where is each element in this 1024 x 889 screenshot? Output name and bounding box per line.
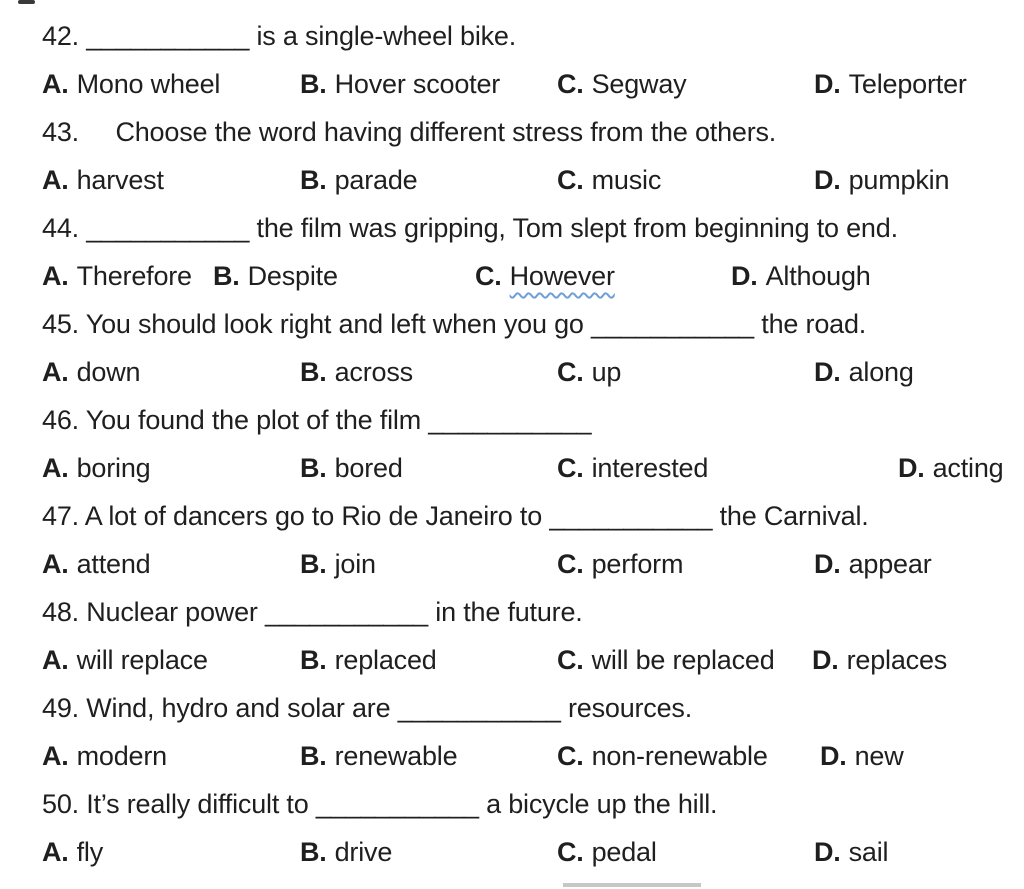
option-a: A. will replace: [42, 645, 208, 675]
option-d: D. new: [820, 741, 904, 771]
option-b: B. replaced: [300, 645, 437, 675]
question-text: 42. ___________ is a single-wheel bike.: [42, 21, 517, 51]
option-a: A. fly: [42, 837, 104, 867]
option-d: D. replaces: [812, 645, 948, 675]
question-text: 48. Nuclear power ___________ in the future.: [42, 597, 583, 627]
option-a: A. attend: [42, 549, 151, 579]
option-b: B. bored: [300, 453, 403, 483]
option-c: C. non-renewable: [557, 741, 768, 771]
option-b: B. across: [300, 357, 413, 387]
option-a: A. harvest: [42, 165, 164, 195]
option-d: D. Although: [731, 261, 871, 291]
option-d: D. appear: [814, 549, 932, 579]
spellcheck-wavy-underline: However: [509, 261, 615, 291]
question-44: [0, 204, 1024, 300]
options-row: [0, 636, 1024, 684]
option-d: D. pumpkin: [814, 165, 950, 195]
option-c: C. will be replaced: [557, 645, 775, 675]
option-c: C. up: [557, 357, 622, 387]
options-row: [0, 828, 1024, 876]
question-43: [0, 108, 1024, 204]
question-42: [0, 12, 1024, 108]
option-d: D. Teleporter: [814, 69, 967, 99]
option-c: C. interested: [557, 453, 709, 483]
question-text: 49. Wind, hydro and solar are ___________ resources.: [42, 693, 693, 723]
option-a: A. boring: [42, 453, 151, 483]
option-c: C. Segway: [557, 69, 687, 99]
option-d: D. along: [814, 357, 914, 387]
option-c: C. perform: [557, 549, 684, 579]
question-text: 43. Choose the word having different stress from the others.: [42, 117, 777, 147]
option-b: B. Despite: [213, 261, 338, 291]
options-row: [0, 252, 1024, 300]
options-row: [0, 60, 1024, 108]
option-c: C. music: [557, 165, 662, 195]
question-text: 47. A lot of dancers go to Rio de Janeiro to ___________ the Carnival.: [42, 501, 869, 531]
question-49: [0, 684, 1024, 780]
option-d: D. sail: [814, 837, 889, 867]
question-text: 50. It’s really difficult to ___________ a bicycle up the hill.: [42, 789, 718, 819]
question-text: 46. You found the plot of the film ___________: [42, 405, 592, 435]
question-text: 44. ___________ the film was gripping, Tom slept from beginning to end.: [42, 213, 898, 243]
cutoff-blank-line-bottom: [563, 883, 701, 887]
question-46: [0, 396, 1024, 492]
option-a: A. modern: [42, 741, 167, 771]
options-row: [0, 540, 1024, 588]
option-a: A. down: [42, 357, 141, 387]
option-a: A. Mono wheel: [42, 69, 221, 99]
option-b: B. join: [300, 549, 376, 579]
cutoff-mark-top: [18, 0, 35, 4]
option-b: B. drive: [300, 837, 393, 867]
question-48: [0, 588, 1024, 684]
option-a: A. Therefore: [42, 261, 192, 291]
option-b: B. Hover scooter: [300, 69, 501, 99]
options-row: [0, 348, 1024, 396]
question-50: [0, 780, 1024, 876]
option-c: C. pedal: [557, 837, 657, 867]
option-b: B. parade: [300, 165, 418, 195]
options-row: [0, 156, 1024, 204]
option-c: C. However: [475, 261, 615, 291]
options-row: [0, 732, 1024, 780]
question-45: [0, 300, 1024, 396]
option-d: D. acting: [898, 453, 1004, 483]
question-text: 45. You should look right and left when you go ___________ the road.: [42, 309, 867, 339]
options-row: [0, 444, 1024, 492]
question-47: [0, 492, 1024, 588]
option-b: B. renewable: [300, 741, 458, 771]
